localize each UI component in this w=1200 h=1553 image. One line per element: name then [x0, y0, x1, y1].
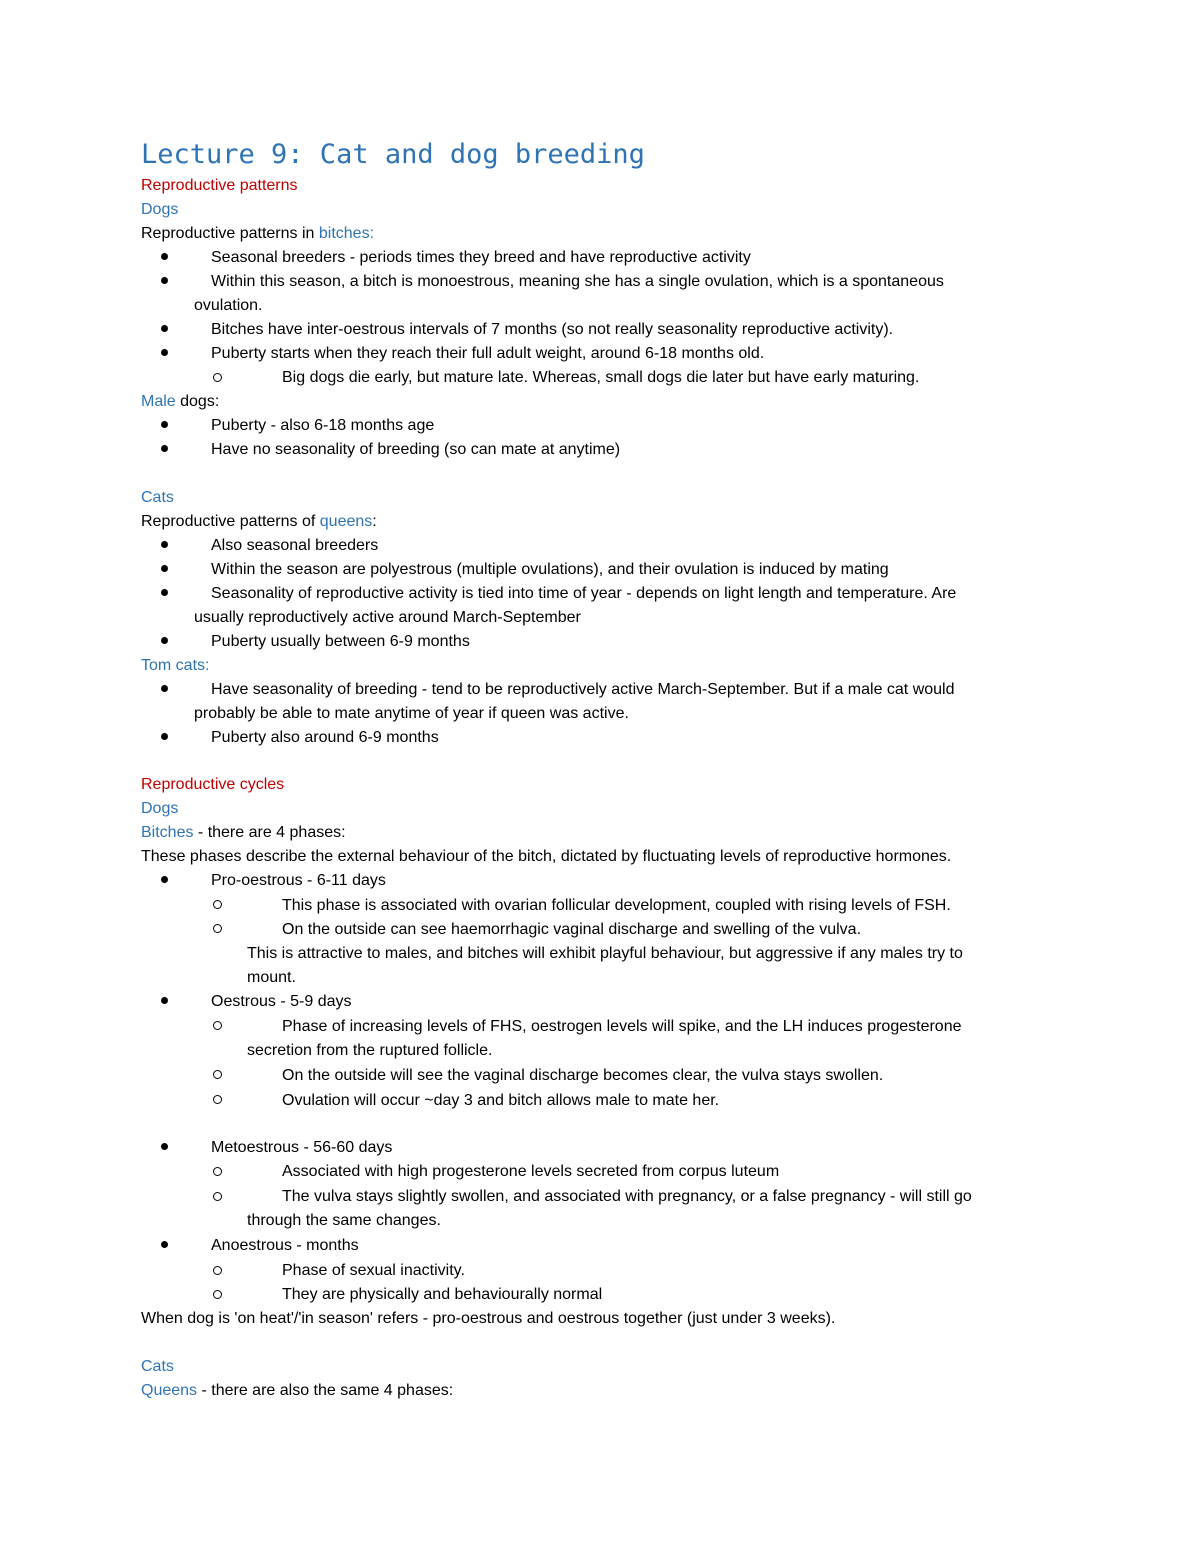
sub-list-item: They are physically and behaviourally normal	[282, 1286, 603, 1303]
bullet-icon	[161, 349, 168, 356]
list-item-continued: probably be able to mate anytime of year if queen was active.	[194, 705, 629, 722]
sub-list-item: The vulva stays slightly swollen, and associated with pregnancy, or a false pregnancy - will still go	[282, 1188, 972, 1205]
sub-list-item-continued: This is attractive to males, and bitches will exhibit playful behaviour, but aggressive if any males try to	[247, 945, 963, 962]
section-heading-cycles: Reproductive cycles	[141, 776, 285, 793]
bullet-icon	[161, 445, 168, 452]
bullet-icon	[161, 876, 168, 883]
list-item: Within this season, a bitch is monoestrous, meaning she has a single ovulation, which is a spontaneous	[211, 273, 944, 290]
bullet-icon	[161, 685, 168, 692]
list-item: Seasonality of reproductive activity is tied into time of year - depends on light length and temperature. Are	[211, 585, 957, 602]
bullet-icon	[161, 1241, 168, 1248]
sub-list-item-continued: mount.	[247, 969, 296, 986]
sub-list-item: Phase of sexual inactivity.	[282, 1262, 465, 1279]
page-title: Lecture 9: Cat and dog breeding	[141, 139, 645, 170]
subheading-tom-cats: Tom cats:	[141, 657, 210, 674]
sub-list-item-continued: secretion from the ruptured follicle.	[247, 1042, 493, 1059]
bullet-icon	[161, 637, 168, 644]
bitches-term: Bitches	[141, 824, 194, 841]
queens-term: queens	[319, 513, 373, 530]
circle-bullet-icon	[213, 1192, 222, 1201]
male-term: Male	[141, 393, 176, 410]
list-item-continued: ovulation.	[194, 297, 263, 314]
list-item: Puberty - also 6-18 months age	[211, 417, 435, 434]
sub-list-item: Associated with high progesterone levels secreted from corpus luteum	[282, 1163, 780, 1180]
bullet-icon	[161, 733, 168, 740]
bitches-phases-heading: Bitches - there are 4 phases:	[141, 824, 346, 841]
list-item: Have seasonality of breeding - tend to be reproductively active March-September. But if a male cat would	[211, 681, 955, 698]
circle-bullet-icon	[213, 1167, 222, 1176]
sub-list-item: Phase of increasing levels of FHS, oestrogen levels will spike, and the LH induces progesterone	[282, 1018, 962, 1035]
circle-bullet-icon	[213, 373, 222, 382]
list-item-continued: usually reproductively active around March-September	[194, 609, 581, 626]
queens-intro: Reproductive patterns of queens:	[141, 513, 377, 530]
circle-bullet-icon	[213, 1095, 222, 1104]
sub-list-item: On the outside can see haemorrhagic vaginal discharge and swelling of the vulva.	[282, 921, 862, 938]
male-dogs-heading: Male dogs:	[141, 393, 220, 410]
bullet-icon	[161, 1143, 168, 1150]
bullet-icon	[161, 253, 168, 260]
bullet-icon	[161, 421, 168, 428]
list-item: Puberty usually between 6-9 months	[211, 633, 470, 650]
bitches-intro: Reproductive patterns in bitches:	[141, 225, 375, 242]
list-item: Metoestrous - 56-60 days	[211, 1139, 393, 1156]
bullet-icon	[161, 997, 168, 1004]
sub-list-item-continued: through the same changes.	[247, 1212, 441, 1229]
list-item: Puberty starts when they reach their full adult weight, around 6-18 months old.	[211, 345, 765, 362]
subheading-dogs: Dogs	[141, 201, 179, 218]
sub-list-item: This phase is associated with ovarian follicular development, coupled with rising levels of FSH.	[282, 897, 951, 914]
paragraph: When dog is 'on heat'/'in season' refers - pro-oestrous and oestrous together (just under 3 weeks).	[141, 1310, 836, 1327]
list-item: Oestrous - 5-9 days	[211, 993, 352, 1010]
bitches-term: bitches:	[318, 225, 375, 242]
sub-list-item: On the outside will see the vaginal discharge becomes clear, the vulva stays swollen.	[282, 1067, 884, 1084]
bullet-icon	[161, 277, 168, 284]
list-item: Within the season are polyestrous (multiple ovulations), and their ovulation is induced by mating	[211, 561, 889, 578]
queens-term: Queens	[141, 1382, 198, 1399]
subheading-cats: Cats	[141, 1358, 174, 1375]
list-item: Bitches have inter-oestrous intervals of 7 months (so not really seasonality reproductive activity).	[211, 321, 894, 338]
circle-bullet-icon	[213, 1290, 222, 1299]
section-heading-patterns: Reproductive patterns	[141, 177, 298, 194]
list-item: Have no seasonality of breeding (so can mate at anytime)	[211, 441, 621, 458]
circle-bullet-icon	[213, 1266, 222, 1275]
subheading-cats: Cats	[141, 489, 174, 506]
queens-phases-heading: Queens - there are also the same 4 phases:	[141, 1382, 454, 1399]
sub-list-item: Ovulation will occur ~day 3 and bitch allows male to mate her.	[282, 1092, 720, 1109]
paragraph: These phases describe the external behaviour of the bitch, dictated by fluctuating levels of reproductive hormones.	[141, 848, 952, 865]
bullet-icon	[161, 589, 168, 596]
bullet-icon	[161, 565, 168, 572]
circle-bullet-icon	[213, 1021, 222, 1030]
circle-bullet-icon	[213, 1070, 222, 1079]
list-item: Anoestrous - months	[211, 1237, 359, 1254]
list-item: Seasonal breeders - periods times they breed and have reproductive activity	[211, 249, 751, 266]
list-item: Puberty also around 6-9 months	[211, 729, 439, 746]
bullet-icon	[161, 541, 168, 548]
circle-bullet-icon	[213, 900, 222, 909]
subheading-dogs: Dogs	[141, 800, 179, 817]
list-item: Pro-oestrous - 6-11 days	[211, 872, 386, 889]
circle-bullet-icon	[213, 924, 222, 933]
list-item: Also seasonal breeders	[211, 537, 379, 554]
bullet-icon	[161, 325, 168, 332]
sub-list-item: Big dogs die early, but mature late. Whereas, small dogs die later but have early maturing.	[282, 369, 920, 386]
